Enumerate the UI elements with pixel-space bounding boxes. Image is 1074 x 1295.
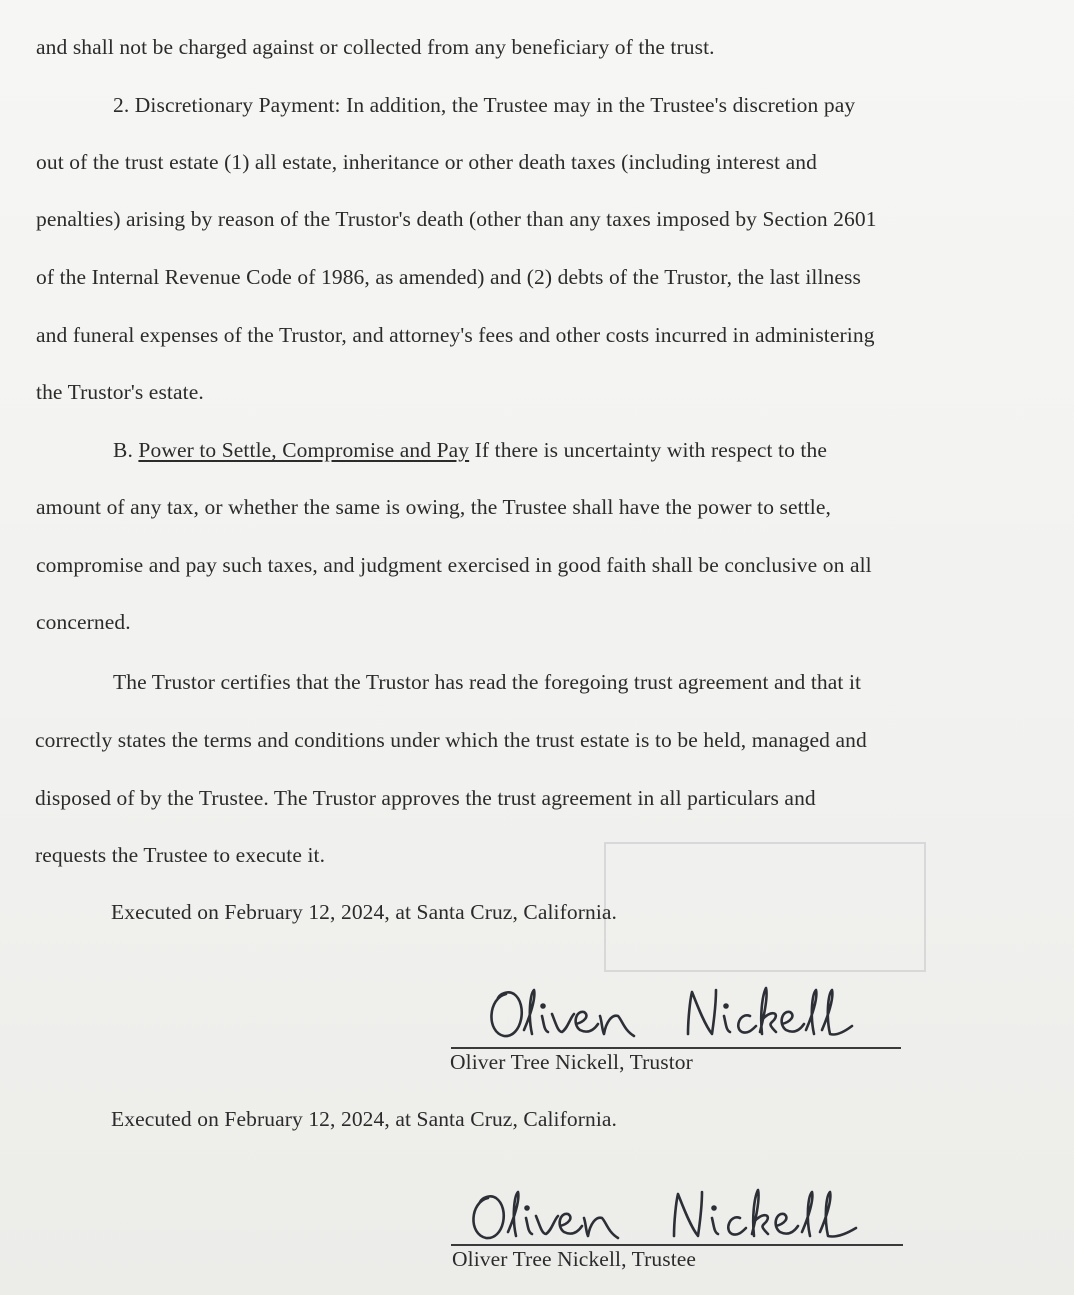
section-b-heading: Power to Settle, Compromise and Pay	[138, 438, 470, 462]
trustor-signature	[484, 980, 874, 1050]
certification-line-4: requests the Trustee to execute it.	[35, 843, 326, 867]
trustee-name: Oliver Tree Nickell, Trustee	[452, 1247, 697, 1271]
section-b-line-3: compromise and pay such taxes, and judgment exercised in good faith shall be conclusive on all	[36, 553, 872, 577]
text-line-4: penalties) arising by reason of the Trustor's death (other than any taxes imposed by Section 2601	[36, 207, 877, 231]
section-b-text: If there is uncertainty with respect to the	[469, 438, 827, 462]
trustor-signature-line	[451, 1047, 901, 1049]
section-b-line-4: concerned.	[36, 610, 131, 634]
trustee-signature-line	[451, 1244, 903, 1246]
text-line-5: of the Internal Revenue Code of 1986, as amended) and (2) debts of the Trustor, the last illness	[36, 265, 861, 289]
text-line-7: the Trustor's estate.	[36, 380, 204, 404]
trustee-executed-date: Executed on February 12, 2024, at Santa Cruz, California.	[111, 1107, 618, 1131]
text-line-1: and shall not be charged against or collected from any beneficiary of the trust.	[36, 35, 715, 59]
paragraph-discretionary-payment: 2. Discretionary Payment: In addition, the Trustee may in the Trustee's discretion pay	[113, 93, 856, 117]
certification-line-3: disposed of by the Trustee. The Trustor approves the trust agreement in all particulars and	[35, 786, 816, 810]
section-b-label: B.	[113, 438, 133, 462]
trustee-signature	[464, 1186, 884, 1246]
certification-line-2: correctly states the terms and conditions under which the trust estate is to be held, managed and	[35, 728, 867, 752]
notary-stamp-bleed-through	[604, 842, 926, 972]
trustor-name: Oliver Tree Nickell, Trustor	[450, 1050, 693, 1074]
certification-line-1: The Trustor certifies that the Trustor has read the foregoing trust agreement and that it	[113, 670, 862, 694]
trustor-executed-date: Executed on February 12, 2024, at Santa Cruz, California.	[111, 900, 618, 924]
text-line-3: out of the trust estate (1) all estate, inheritance or other death taxes (including interest and	[36, 150, 817, 174]
section-b-line	[113, 438, 827, 463]
section-b-line-2: amount of any tax, or whether the same is owing, the Trustee shall have the power to settle,	[36, 495, 831, 519]
text-line-6: and funeral expenses of the Trustor, and attorney's fees and other costs incurred in administering	[36, 323, 875, 347]
